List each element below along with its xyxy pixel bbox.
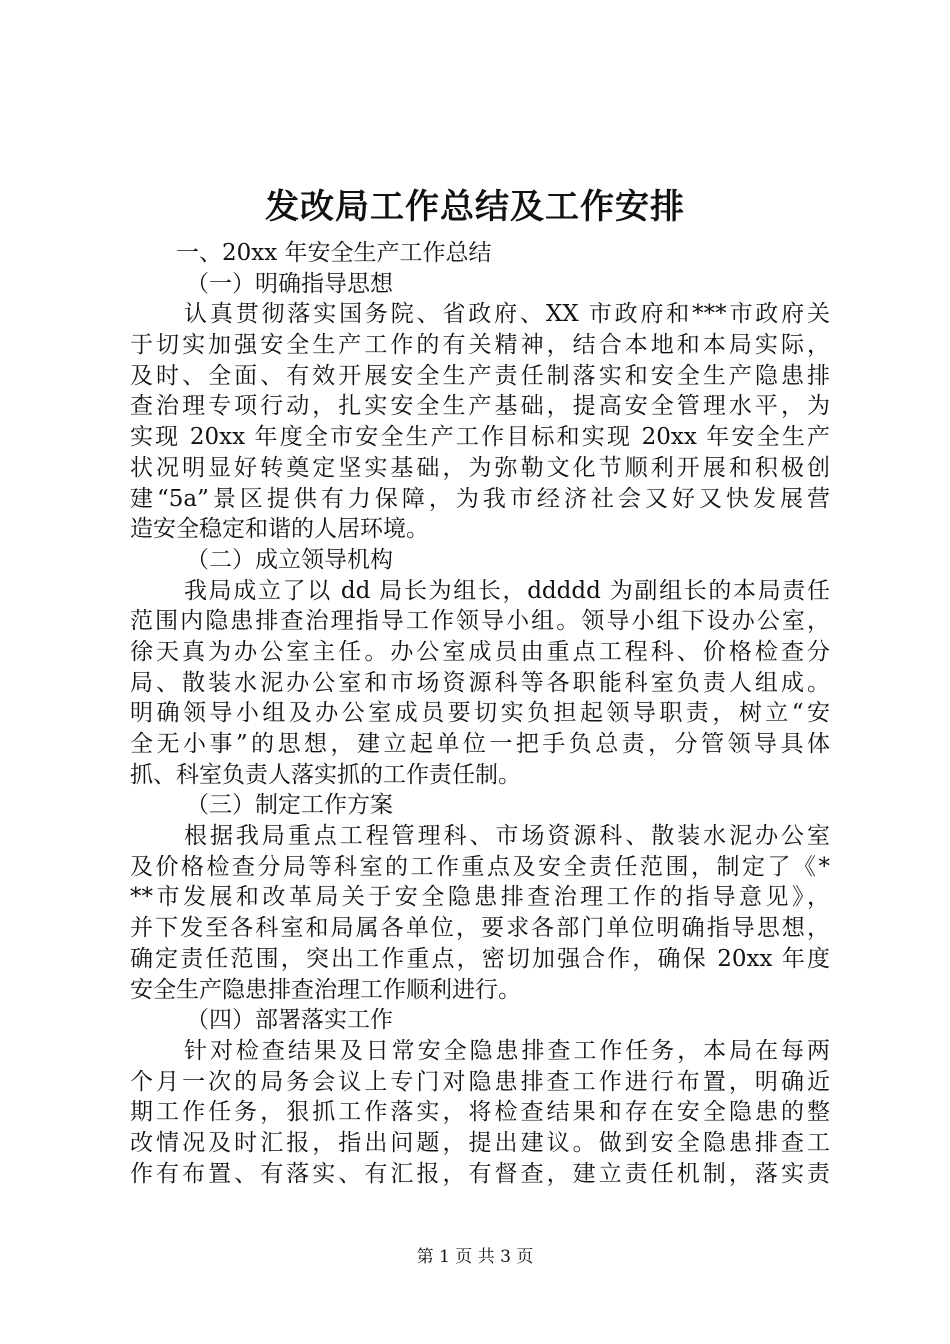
paragraph-line: 及价格检查分局等科室的工作重点及安全责任范围，制定了《* xyxy=(130,853,830,880)
paragraph-line: 我局成立了以 dd 局长为组长，ddddd 为副组长的本局责任 xyxy=(184,577,830,604)
page-number-footer: 第 1 页 共 3 页 xyxy=(416,1247,534,1267)
paragraph-line: 查治理专项行动，扎实安全生产基础，提高安全管理水平，为 xyxy=(130,393,830,420)
paragraph-line: 期工作任务，狠抓工作落实，将检查结果和存在安全隐患的整 xyxy=(130,1099,830,1126)
paragraph-line: **市发展和改革局关于安全隐患排查治理工作的指导意见》， xyxy=(130,884,830,911)
paragraph-line: 明确领导小组及办公室成员要切实负担起领导职责，树立“安 xyxy=(130,700,830,727)
paragraph-line: 范围内隐患排查治理指导工作领导小组。领导小组下设办公室， xyxy=(130,608,830,635)
document-body xyxy=(130,238,830,1189)
paragraph-line: 局、散装水泥办公室和市场资源科等各职能科室负责人组成。 xyxy=(130,669,830,696)
paragraph-line: 针对检查结果及日常安全隐患排查工作任务，本局在每两 xyxy=(184,1037,830,1064)
paragraph-line: 并下发至各科室和局属各单位，要求各部门单位明确指导思想， xyxy=(130,915,830,942)
paragraph-line: 实现 20xx 年度全市安全生产工作目标和实现 20xx 年安全生产 xyxy=(130,424,830,451)
subsection-heading: （四）部署落实工作 xyxy=(186,1007,393,1034)
paragraph-line: 状况明显好转奠定坚实基础，为弥勒文化节顺利开展和积极创 xyxy=(130,454,830,481)
paragraph-line: 改情况及时汇报，指出问题，提出建议。做到安全隐患排查工 xyxy=(130,1129,830,1156)
paragraph-line: 于切实加强安全生产工作的有关精神，结合本地和本局实际， xyxy=(130,332,830,359)
paragraph-line: 全无小事”的思想，建立起单位一把手负总责，分管领导具体 xyxy=(130,731,830,757)
section-heading: 一、20xx 年安全生产工作总结 xyxy=(176,240,492,266)
subsection-heading: （一）明确指导思想 xyxy=(186,270,393,297)
subsection-heading: （三）制定工作方案 xyxy=(186,792,393,819)
paragraph-line: 建“5a”景区提供有力保障，为我市经济社会又好又快发展营 xyxy=(130,485,830,512)
paragraph-line: 徐天真为办公室主任。办公室成员由重点工程科、价格检查分 xyxy=(130,638,830,665)
paragraph-line: 个月一次的局务会议上专门对隐患排查工作进行布置，明确近 xyxy=(130,1068,830,1095)
paragraph-line: 根据我局重点工程管理科、市场资源科、散装水泥办公室 xyxy=(184,823,830,850)
paragraph-line: 安全生产隐患排查治理工作顺利进行。 xyxy=(130,976,521,1003)
paragraph-line: 作有布置、有落实、有汇报，有督查，建立责任机制，落实责 xyxy=(130,1160,830,1187)
subsection-heading: （二）成立领导机构 xyxy=(186,546,393,573)
document-title: 发改局工作总结及工作安排 xyxy=(265,187,685,227)
paragraph-line: 确定责任范围，突出工作重点，密切加强合作，确保 20xx 年度 xyxy=(130,945,830,972)
paragraph-line: 造安全稳定和谐的人居环境。 xyxy=(130,516,429,543)
paragraph-line: 抓、科室负责人落实抓的工作责任制。 xyxy=(130,761,521,788)
paragraph-line: 认真贯彻落实国务院、省政府、XX 市政府和***市政府关 xyxy=(184,301,830,328)
paragraph-line: 及时、全面、有效开展安全生产责任制落实和安全生产隐患排 xyxy=(130,362,830,389)
